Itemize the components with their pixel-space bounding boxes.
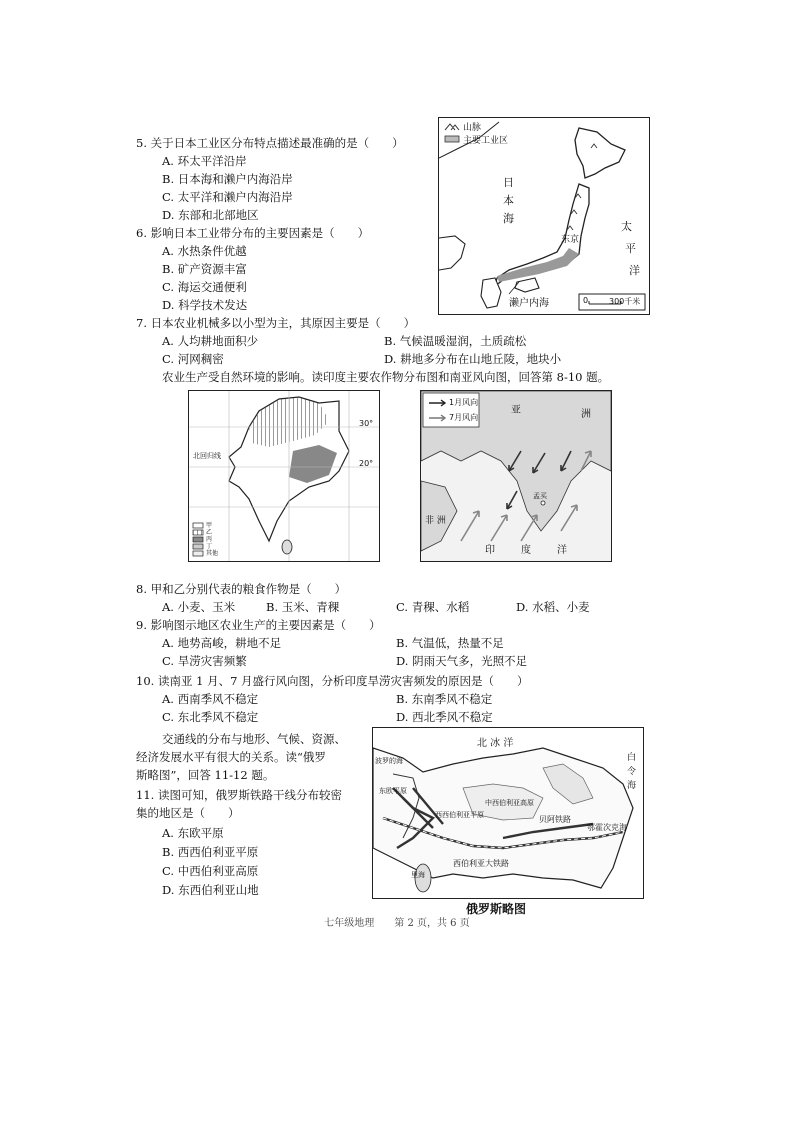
q7-option-b[interactable]: B. 气候温暖湿润，土质疏松: [384, 334, 527, 348]
pacific-3: 洋: [629, 264, 640, 277]
q5-option-d[interactable]: D. 东部和北部地区: [162, 208, 259, 222]
lat20-label: 20°: [359, 459, 374, 468]
q8-option-a[interactable]: A. 小麦、玉米: [162, 600, 236, 614]
intro-russia-2: 经济发展水平有很大的关系。读“俄罗: [136, 750, 326, 764]
seto-label: 濑户内海: [509, 298, 549, 309]
legend-mountain: 山脉: [463, 123, 482, 133]
q10-option-a[interactable]: A. 西南季风不稳定: [162, 692, 259, 706]
lat30-label: 30°: [359, 419, 374, 428]
q5-stem: 5. 关于日本工业区分布特点描述最准确的是（ ）: [136, 136, 404, 150]
pacific-1: 太: [621, 220, 632, 233]
intro-russia-1: 交通线的分布与地形、气候、资源、: [162, 732, 346, 746]
q11-stem-1: 11. 读图可知，俄罗斯铁路干线分布较密: [136, 788, 342, 802]
intro-russia-3: 斯略图”，回答 11-12 题。: [136, 768, 275, 782]
sea-japan-1: 日: [503, 176, 514, 189]
scale-label: 300千米: [609, 297, 641, 306]
q5-option-a[interactable]: A. 环太平洋沿岸: [162, 154, 247, 168]
q5-option-c[interactable]: C. 太平洋和濑户内海沿岸: [162, 190, 293, 204]
legend-5: 其他: [206, 550, 219, 557]
asia-2: 洲: [581, 409, 591, 420]
ocean-1: 印: [485, 545, 495, 556]
legend-industry: 主要工业区: [463, 136, 509, 146]
scale-zero: 0: [583, 296, 589, 305]
white-sea-3: 海: [627, 781, 637, 791]
q9-option-b[interactable]: B. 气温低，热量不足: [396, 636, 504, 650]
plain-label: 西西伯利亚平原: [435, 811, 484, 819]
japan-map: [438, 117, 650, 315]
baltic-label: 波罗的海: [375, 757, 403, 765]
q7-option-a[interactable]: A. 人均耕地面积少: [162, 334, 259, 348]
wind-map: [420, 390, 612, 562]
railway1-label: 西伯利亚大铁路: [453, 859, 509, 868]
q11-option-d[interactable]: D. 东西伯利亚山地: [162, 883, 259, 897]
q9-option-d[interactable]: D. 阴雨天气多，光照不足: [396, 654, 528, 668]
q11-option-a[interactable]: A. 东欧平原: [162, 826, 224, 840]
russia-map: [372, 727, 644, 899]
q6-option-a[interactable]: A. 水热条件优越: [162, 244, 247, 258]
legend-jul: 7月风向: [449, 413, 479, 422]
q10-option-b[interactable]: B. 东南季风不稳定: [396, 692, 493, 706]
q6-option-c[interactable]: C. 海运交通便利: [162, 280, 247, 294]
pacific-2: 平: [625, 242, 636, 255]
caspian-label: 里海: [411, 871, 425, 879]
ocean-3: 洋: [557, 545, 567, 556]
railway2-label: 贝阿铁路: [539, 815, 571, 824]
q6-stem: 6. 影响日本工业带分布的主要因素是（ ）: [136, 226, 370, 240]
legend-3: 丙: [206, 536, 213, 543]
q6-option-d[interactable]: D. 科学技术发达: [162, 298, 248, 312]
q11-option-c[interactable]: C. 中西伯利亚高原: [162, 864, 259, 878]
east-plain-label: 东欧平原: [379, 787, 407, 795]
white-sea-2: 令: [627, 767, 637, 777]
q5-option-b[interactable]: B. 日本海和濑户内海沿岸: [162, 172, 293, 186]
q8-option-b[interactable]: B. 玉米、青稞: [266, 600, 340, 614]
plateau-label: 中西伯利亚高原: [485, 799, 534, 807]
q10-stem: 10. 读南亚 1 月、7 月盛行风向图，分析印度旱涝灾害频发的原因是（ ）: [136, 674, 529, 688]
india-crop-map: [188, 390, 380, 562]
q11-stem-2: 集的地区是（ ）: [136, 806, 240, 820]
asia-1: 亚: [511, 405, 521, 416]
intro-india: 农业生产受自然环境的影响。读印度主要农作物分布图和南亚风向图，回答第 8-10 题。: [162, 370, 610, 384]
sea-japan-3: 海: [503, 212, 514, 225]
okhotsk-label: 鄂霍次克海: [587, 823, 627, 832]
q9-option-c[interactable]: C. 旱涝灾害频繁: [162, 654, 247, 668]
q7-option-d[interactable]: D. 耕地多分布在山地丘陵，地块小: [384, 352, 562, 366]
q11-option-b[interactable]: B. 西西伯利亚平原: [162, 845, 259, 859]
legend-jan: 1月风向: [449, 398, 479, 407]
q7-stem: 7. 日本农业机械多以小型为主，其原因主要是（ ）: [136, 316, 416, 330]
q7-option-c[interactable]: C. 河网稠密: [162, 352, 224, 366]
city-label: 孟买: [533, 492, 547, 500]
q9-option-a[interactable]: A. 地势高峻，耕地不足: [162, 636, 282, 650]
page-footer: 七年级地理 第 2 页，共 6 页: [324, 918, 470, 929]
q6-option-b[interactable]: B. 矿产资源丰富: [162, 262, 247, 276]
q8-option-d[interactable]: D. 水稻、小麦: [516, 600, 590, 614]
q8-stem: 8. 甲和乙分别代表的粮食作物是（ ）: [136, 582, 347, 596]
ocean-2: 度: [521, 545, 531, 556]
legend-1: 甲: [206, 522, 213, 529]
legend-4: 丁: [206, 543, 213, 550]
africa-label: 非 洲: [425, 516, 446, 526]
q10-option-d[interactable]: D. 西北季风不稳定: [396, 710, 493, 724]
q8-option-c[interactable]: C. 青稞、水稻: [396, 600, 470, 614]
white-sea-1: 白: [627, 753, 637, 763]
arctic-label: 北 冰 洋: [477, 738, 514, 749]
russia-map-caption: 俄罗斯略图: [466, 902, 527, 916]
legend-2: 乙: [206, 529, 213, 536]
q9-stem: 9. 影响图示地区农业生产的主要因素是（ ）: [136, 618, 381, 632]
tropic-label: 北回归线: [193, 452, 221, 460]
tokyo-label: 东京: [561, 235, 580, 245]
q10-option-c[interactable]: C. 东北季风不稳定: [162, 710, 259, 724]
sea-japan-2: 本: [503, 194, 514, 207]
